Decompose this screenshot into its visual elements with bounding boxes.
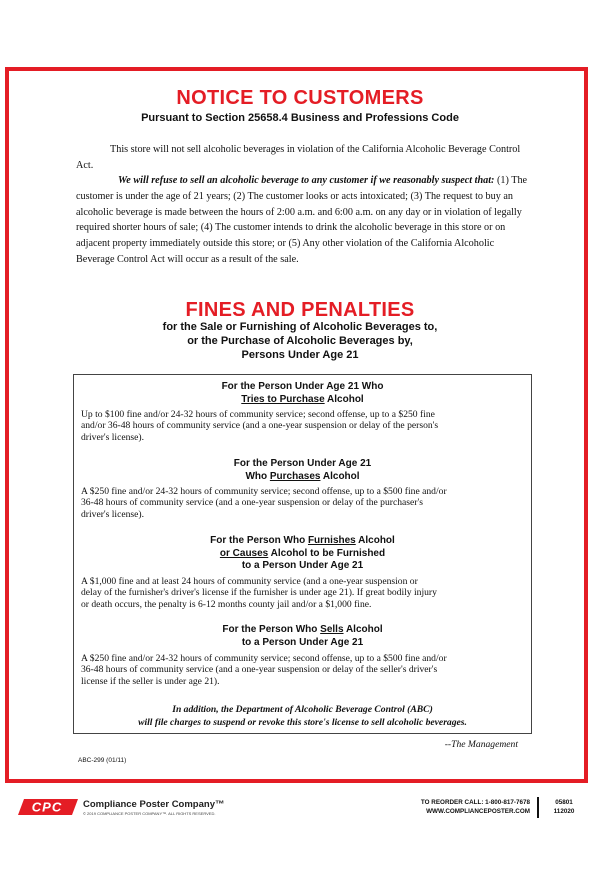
heading-line: to a Person Under Age 21 xyxy=(241,560,364,571)
heading-line xyxy=(73,624,532,637)
notice-title: NOTICE TO CUSTOMERS xyxy=(176,87,424,109)
abc-note-line: In addition, the Department of Alcoholic Beverage Control (ABC) xyxy=(172,704,433,715)
heading-line: For the Person Under Age 21 xyxy=(233,458,372,469)
heading-underlined-term: Tries to Purchase xyxy=(241,393,325,405)
reorder-phone: TO REORDER CALL: 1-800-817-7678 xyxy=(420,799,530,806)
section-text-line: or death occurs, the penalty is 6-12 months county jail and/or a $1,000 fine. xyxy=(81,598,372,610)
copyright: © 2019 COMPLIANCE POSTER COMPANY™. ALL RIGHTS RESERVED. xyxy=(83,811,216,816)
reorder-info xyxy=(392,799,530,816)
heading-line xyxy=(73,471,532,484)
section-text-line: A $1,000 fine and at least 24 hours of community service (and a one-year suspension or xyxy=(81,576,418,587)
abc-note-line: will file charges to suspend or revoke this store's license to sell alcoholic beverages. xyxy=(138,716,467,728)
heading-text: Who xyxy=(245,470,270,482)
reorder-website: WWW.COMPLIANCEPOSTER.COM xyxy=(426,807,530,815)
fines-subtitle-line: Persons Under Age 21 xyxy=(241,348,359,361)
heading-line xyxy=(73,394,532,407)
section-heading-furnishes xyxy=(73,535,532,573)
heading-underlined-term: Sells xyxy=(320,624,344,635)
notice-subtitle: Pursuant to Section 25658.4 Business and Professions Code xyxy=(141,112,459,124)
heading-text: Alcohol xyxy=(320,470,360,482)
heading-line xyxy=(73,548,532,561)
section-text-furnishes xyxy=(81,576,526,610)
fines-subtitle-line: or the Purchase of Alcoholic Beverages by, xyxy=(187,334,413,347)
heading-line: For the Person Under Age 21 Who xyxy=(221,381,384,392)
section-text-line: driver's license). xyxy=(81,508,144,520)
footer-divider xyxy=(537,797,539,818)
notice-paragraph-2 xyxy=(76,173,531,268)
notice-paragraph-2-rest: (1) The customer is under the age of 21 years; (2) The customer looks or acts intoxicated; (3) The request to buy an alcoholic beverage is made between the hours of 2:00 a.m. and 6:00 a.m. on any day or in violation of legally required shorter hours of sale; (4) The customer intends to drink the alcoholic beverage in this store or on adjacent property immediately outside this store; or (5) Any other violation of the California Alcoholic Beverage Control Act will occur as a result of the sale. xyxy=(76,175,528,265)
heading-text: For the Person Who xyxy=(222,624,321,635)
company-branding xyxy=(83,799,224,816)
heading-line: to a Person Under Age 21 xyxy=(241,636,364,648)
date-code: 112020 xyxy=(553,807,575,815)
section-text-line: license if the seller is under age 21). xyxy=(81,675,220,687)
fines-subtitle xyxy=(0,321,600,362)
heading-underlined-term: Furnishes xyxy=(307,535,356,546)
abc-note xyxy=(73,704,532,729)
fines-title: FINES AND PENALTIES xyxy=(185,299,415,321)
notice-paragraph-1: This store will not sell alcoholic beverages in violation of the California Alcoholic Beverage Control Act. xyxy=(76,144,521,171)
section-text-line: delay of the furnisher's driver's license if the furnisher is under age 21). If great bodily injury xyxy=(81,587,437,599)
company-name: Compliance Poster Company™ xyxy=(83,799,225,810)
section-heading-purchases xyxy=(73,458,532,483)
fines-subtitle-line: for the Sale or Furnishing of Alcoholic Beverages to, xyxy=(162,321,438,333)
management-signature: --The Management xyxy=(444,739,518,750)
heading-text: For the Person Who xyxy=(210,535,308,546)
heading-text: Alcohol xyxy=(343,624,383,635)
section-text-line: A $250 fine and/or 24-32 hours of community service; second offense, up to a $500 fine and/or xyxy=(81,486,447,497)
section-text-line: and/or 36-48 hours of community service (and a one-year suspension or delay of the person's xyxy=(81,420,439,432)
cpc-logo-icon xyxy=(18,798,78,816)
product-codes xyxy=(544,799,584,816)
heading-text: Alcohol xyxy=(324,393,364,405)
product-code: 05801 xyxy=(555,799,573,806)
section-text-line: A $250 fine and/or 24-32 hours of community service; second offense, up to a $500 fine and/or xyxy=(81,653,447,664)
heading-text: Alcohol xyxy=(355,535,395,546)
form-code: ABC-299 (01/11) xyxy=(78,757,127,764)
notice-paragraph-2-lead: We will refuse to sell an alcoholic beverage to any customer if we reasonably suspect that: xyxy=(118,175,495,186)
section-text-line: 36-48 hours of community service (and a one-year suspension or delay of the purchaser's xyxy=(81,497,423,509)
section-text-tries-to-purchase xyxy=(81,409,526,443)
section-text-sells xyxy=(81,653,526,687)
heading-underlined-term: or Causes xyxy=(219,547,269,559)
section-text-line: driver's license). xyxy=(81,431,144,443)
section-text-line: Up to $100 fine and/or 24-32 hours of community service; second offense, up to a $250 fine xyxy=(81,409,435,420)
section-heading-sells xyxy=(73,624,532,649)
section-heading-tries-to-purchase xyxy=(73,381,532,406)
heading-text: Alcohol to be Furnished xyxy=(268,547,386,559)
section-text-purchases xyxy=(81,486,526,520)
heading-underlined-term: Purchases xyxy=(269,470,321,482)
section-text-line: 36-48 hours of community service (and a one-year suspension or delay of the seller's driver's xyxy=(81,664,438,676)
heading-line xyxy=(73,535,532,548)
logo-text: CPC xyxy=(31,799,63,815)
